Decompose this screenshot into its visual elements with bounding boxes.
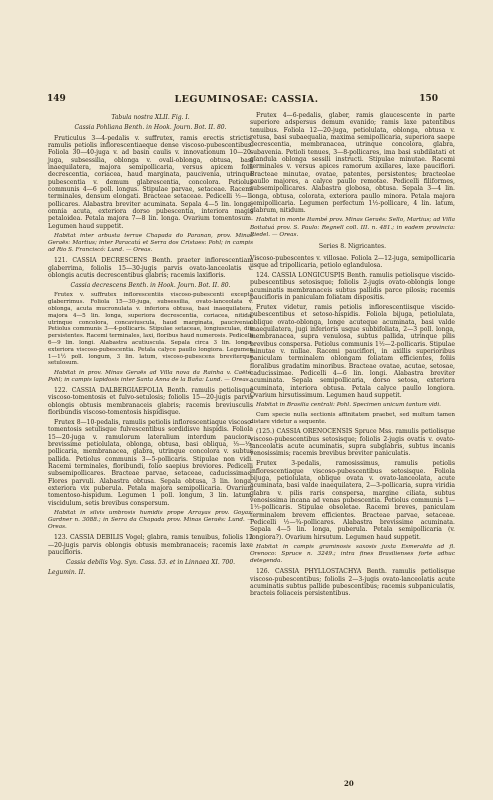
left-column-paragraph: Frutex v. suffrutex inflorescentiis viscoso-pubescenti excepta glaberrimus. Foliola 15—30-juga, subsessilia, ovato-lanceolata v. oblonga, acuta mucronulata v. inferiora obtusa, basi inaequilatera, majora 4—5 lin. longa, superiora decrescentia, coriacea, nitida, utrinque concolora, concaviuscula, haud marginata, paucivenia. Petiolus communis 3—4-pollicaris. Stipulae setaceae, longiusculae, diu persistentes. Racemi terminales, laxi, floribus haud numerosis. Pedicelli 6—9 lin. longi. Alabastra acutiuscula. Sepala circa 3 lin. longa, exteriora viscoso-pubescentia. Petala calyce paullo longiora. Legumen 1—1½ poll. longum, 3 lin. latum, viscoso-pubescens breviterque setulosum.: [48, 292, 253, 367]
left-column-paragraph: Cassia Pohliana Benth. in Hook. Journ. Bot. II. 80.: [74, 124, 227, 132]
right-column-paragraph: 124. CASSIA LONGICUSPIS Benth. ramulis petiolisque viscido-pubescentibus setosisque; foliolis 2-jugis ovato-oblongis longe acuminatis membranaceis subtus pallidis parce pilosis; racemis paucifloris in paniculam foliatam dispositis.: [250, 272, 455, 302]
right-column-paragraph: Frutex 3-pedalis, ramosissimus, ramulis petiolis inflorescentiaque viscoso-pubescentibus setosisque. Foliola bijuga, petiolulata, oblique ovata v. ovato-lanceolata, acute acuminata, basi valde inaequilatera, 2—3-pollicaria, supra viridia glabra v. pilis raris conspersa, margine ciliata, subtus venosissima incana ad venas pubescentia. Petiolus communis 1—1½-pollicaris. Stipulae obsoletae. Racemi breves, paniculam terminalem brevem efficientes. Bracteae parvae, setaceae. Pedicelli ½—¾-pollicares. Alabastra brevissime acuminata. Sepala 4—5 lin. longa, puberula. Petala semipollicaria (v. longiora?). Ovarium hirsutum. Legumen haud suppetit.: [250, 460, 455, 541]
right-column-paragraph: Series 8. Nigricantes.: [318, 243, 387, 251]
right-column-paragraph: Viscoso-pubescentes v. villosae. Foliola 2—12-juga, semipollicaria usque ad tripollicaria, petiolo eglandulosa.: [250, 254, 455, 270]
signature-mark: 20: [344, 779, 354, 788]
left-column-paragraph: Habitat in silvis umbrosis humidis prope Arrayas prov. Goyaz: Gardner n. 3088.; in Serra da Chapada prov. Minas Geraës: Lund. — Oreas.: [48, 509, 253, 531]
right-column: [250, 112, 455, 600]
left-column-paragraph: Habitat in prov. Minas Geraës ad Villa nova da Rainha v. Caëté: Pohl; in campis lapidosis inter Santa Anna de la Baña: Lund. — Oreas.: [48, 369, 253, 384]
right-column-paragraph: Frutex 4—6-pedalis, glaber, ramis glaucescente in parte superiore adspersus demum evanido; ramis laxe patentibus tenuibus. Foliola 12—20-juga, petiolulata, oblonga, obtusa v. retusa, basi subaequalia, maxima semipollicaria, superiora saepe decrescentia, membranacea, utrinque concolora, glabra, subavenia. Petioli tenues, 3—8-pollicares, ima basi subdilatati et glandula oblonga sessili instructi. Stipulae minutae. Racemi terminales v. versus apices ramorum axillares, laxe pauciflori. Bracteae minutae, ovatae, patentes, persistentes; bracteolae paullo majores, a calyce paullo remotae. Pedicelli filiformes, subsemipollicares. Alabastra globosa, obtusa. Sepala 3—4 lin. longa, obtusa, colorata, exteriora paullo minora. Petala majora semipollicaria. Legumen perfectum 1½-pollicare, 4 lin. latum, glabrum, nitidum.: [250, 112, 455, 215]
left-column-paragraph: 122. CASSIA DALBERGIAEFOLIA Benth. ramulis petiolisque viscoso-tomentosis et fulvo-setulosis; foliolis 15—20-jugis parvis oblongis obtusis membranaceis glabris; racemis breviusculis floribundis viscoso-tomentosis hispidisque.: [48, 386, 253, 417]
running-title: LEGUMINOSAE: CASSIA.: [174, 94, 319, 105]
right-column-paragraph: (125.) CASSIA ORENOCENSIS Spruce Mss. ramulis petiolisque viscoso-pubescentibus setosisque; foliolis 2-jugis ovatis v. ovato-lanceolatis acute acuminatis, supra subglabris, subtus incanis venosissimis; racemis brevibus breviter paniculatis.: [250, 428, 455, 458]
right-column-paragraph: Habitat in monte Itambé prov. Minas Geraës: Sello, Martius; ad Villa Boitatuá prov. S. Paulo: Regnell coll. III. n. 481.; in eadem provincia: Riedel. — Oreas.: [250, 217, 455, 239]
page-number-left: 149: [47, 94, 66, 104]
right-column-paragraph: 126. CASSIA PHYLLOSTACHYA Benth. ramulis petiolisque viscoso-pubescentibus; foliolis 2—3-jugis ovato-lanceolatis acute acuminatis subtus pallide pubescentibus; racemis subpaniculatis, bracteis foliaceis persistentibus.: [250, 568, 455, 598]
left-column: [48, 112, 253, 579]
page-header: [0, 94, 493, 108]
left-column-paragraph: Cassia decrescens Benth. in Hook. Journ. Bot. II. 80.: [70, 282, 231, 289]
right-column-paragraph: Habitat in campis graminosis saxosis juxta Esmeralda ad fl. Orenoco: Spruce n. 3249.; intra fines Brasilienses forte adhuc detegenda.: [250, 543, 455, 565]
left-column-paragraph: Tabula nostra XLII. Fig. I.: [111, 114, 190, 121]
left-column-paragraph: Frutex 8—10-pedalis, ramulis petiolis inflorescentiaque viscoso-tomentosis setulisque fulvescentibus sordidisve hispidis. Foliola 15—20-juga v. ramulorum lateralium interdum pauciora, brevissime petiolulata, oblonga, obtusa, basi obliqua, ⅓—½-pollicaria, membranacea, glabra, utrinque concolora v. subtus pallida. Petiolus communis 3—5-pollicaris. Stipulae non vidi. Racemi terminales, floribundi, folio saepius breviores. Pedicelli subsemipollicares. Bracteae parvae, setaceae, caducissimae. Flores parvuli. Alabastra obtusa. Sepala obtusa, 3 lin. longa, exteriora vix puberula. Petala majora semipollicaria. Ovarium tomentoso-hispidum. Legumen 1 poll. longum, 3 lin. latum, viscidulum, setis brevibus conspersum.: [48, 418, 253, 507]
right-column-paragraph: Frutex videtur, ramis petiolis inflorescentiisque viscido-pubescentibus et setoso-hispidis. Foliola bijuga, petiolulata, oblique ovato-oblonga, longe acuteque acuminata, basi valde inaequilatera, jugi inferioris usque subbifoliata, 2—3 poll. longa, membranacea, supra venulosa, subtus pallida, utrinque pilis brevibus conspersa. Petiolus communis 1½—2-pollicaris. Stipulae minutae v. nullae. Racemi pauciflori, in axillis superioribus paniculam terminalem oblongam foliatam efficientes, foliis floralibus gradatim minoribus. Bracteae ovatae, acutae, setosae, caducissimae. Pedicelli 4—6 lin. longi. Alabastra breviter acuminata. Sepala semipollicaria, dorso setosa, exteriora acuminata, interiora obtusa. Petala calyce paullo longiora. Ovarium hirsutissimum. Legumen haud suppetit.: [250, 304, 455, 400]
right-column-paragraph: Cum specie nulla sectionis affinitatem praebet, sed multum tamen distare videtur a sequente.: [250, 412, 455, 425]
left-column-paragraph: 121. CASSIA DECRESCENS Benth. praeter inflorescentiam glaberrima, foliolis 15—30-jugis parvis ovato-lanceolatis v. oblongis acutis decrescentibus glabris; racemis laxifloris.: [48, 257, 253, 280]
left-column-paragraph: Cassia debilis Vog. Syn. Cass. 53. et in Linnaea XI. 700.: [65, 558, 236, 566]
left-column-paragraph: Habitat inter arbusta terrae Chapada do Paranan, prov. Minas Geraës: Martius; inter Paracatú et Serra dos Cristaes: Pohl; in campis ad Rio S. Franciscó: Lund. — Oreas.: [48, 232, 253, 254]
left-column-paragraph: 123. CASSIA DEBILIS Vogel; glabra, ramis tenuibus, foliolis 12—20-jugis parvis oblongis obtusis membranaceis; racemis laxe paucifloris.: [48, 534, 253, 556]
left-column-paragraph: Legumin. II.: [48, 569, 86, 577]
right-column-paragraph: Habitat in Brasilia centrali: Pohl. Specimen unicum tantum vidi.: [256, 402, 441, 409]
left-column-paragraph: Fruticulus 3—4-pedalis v. suffrutex, ramis erectis strictis, ramulis petiolis inflorescentiaeque dense viscoso-pubescentibus. Foliola 30—40-juga v. ad basin caulis v. innovationum 10—20-juga, subsessilia, oblonga v. ovali-oblonga, obtusa, basi inaequilatera, majora semipollicaria, versus apicem folii decrescentia, coriacea, haud marginata, paucivenia, utrinque pubescentia v. demum glabrescentia, concolora. Petiolus communis 4—6 poll. longus. Stipulae parvae, setaceae. Racemi terminales, densum elongati. Bracteae setaceae. Pedicelli ½—1-pollicares. Alabastra breviter acuminata. Sepala 4—5 lin. longa, omnia acuta, exteriora dorso pubescentia, interiora magis petaloidea. Petala majora 7—8 lin. longa. Ovarium tomentosum. Legumen haud suppetit.: [48, 134, 253, 230]
page-number-right: 150: [419, 94, 438, 104]
